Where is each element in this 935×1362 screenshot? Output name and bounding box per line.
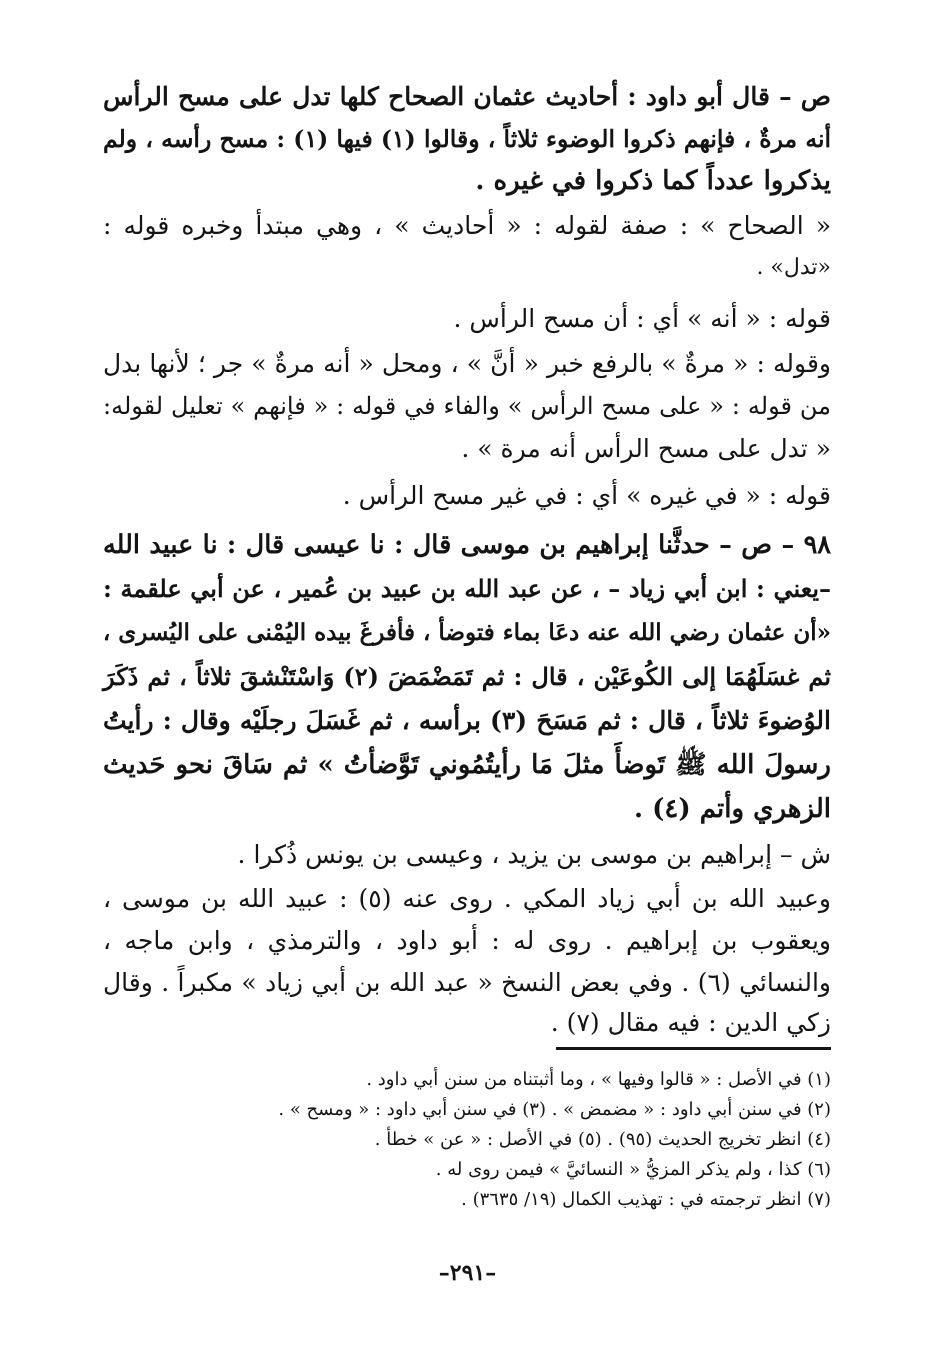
footnote-separator [556, 1047, 831, 1050]
footnote: (٢) في سنن أبي داود : « مضمض » . (٣) في سنن أبي داود : « ومسح » . [278, 1099, 831, 1120]
text-line: –يعني : ابن أبي زياد – ، عن عبد الله بن عبيد بن عُمير ، عن أبي علقمة : [103, 574, 831, 603]
text-line: من قوله : « على مسح الرأس » والفاء في قوله : « فإنهم » تعليل لقوله: [103, 392, 831, 420]
text-line: قوله : « أنه » أي : أن مسح الرأس . [453, 304, 831, 333]
text-line: وعبيد الله بن أبي زياد المكي . روى عنه (٥) : عبيد الله بن موسى ، [103, 884, 831, 913]
text-line: « تدل على مسح الرأس أنه مرة » . [461, 434, 831, 463]
footnote: (٦) كذا ، ولم يذكر المزيُّ « النسائيَّ » فيمن روى له . [435, 1159, 831, 1180]
text-line: « الصحاح » : صفة لقوله : « أحاديث » ، وهي مبتدأ وخبره قوله : [103, 211, 831, 240]
text-line: رسولَ الله ﷺ تَوضأَ مثلَ مَا رأيتُمُوني تَوَّضأتُ » ثم سَاقَ نحو حَديث [103, 750, 831, 780]
text-line: الوُضوءَ ثلاثاً ، قال : ثم مَسَحَ (٣) برأسه ، ثم غَسَلَ رجلَيْه وقال : رأيتُ [103, 706, 831, 735]
text-line: ص – قال أبو داود : أحاديث عثمان الصحاح كلها تدل على مسح الرأس [103, 82, 831, 111]
text-line: والنسائي (٦) . وفي بعض النسخ « عبد الله بن أبي زياد » مكبراً . وقال [103, 968, 831, 997]
text-line: «تدل» . [756, 255, 831, 280]
text-line: ش – إبراهيم بن موسى بن يزيد ، وعيسى بن يونس ذُكرا . [237, 840, 831, 869]
text-line: ثم غسَلَهُمَا إلى الكُوعَيْن ، قال : ثم تَمَضْمَضَ (٢) وَاسْتَنْشقَ ثلاثاً ، ثم ذَكَرَ [103, 662, 832, 691]
text-line: يذكروا عدداً كما ذكروا في غيره . [475, 166, 831, 196]
text-line: وقوله : « مرةٌ » بالرفع خبر « أنَّ » ، ومحل « أنه مرةٌ » جر ؛ لأنها بدل [103, 349, 831, 378]
text-line: ويعقوب بن إبراهيم . روى له : أبو داود ، والترمذي ، وابن ماجه ، [103, 926, 831, 955]
footnote: (١) في الأصل : « قالوا وفيها » ، وما أثبتناه من سنن أبي داود . [366, 1069, 831, 1090]
text-line: أنه مرةٌ ، فإنهم ذكروا الوضوء ثلاثاً ، وقالوا (١) فيها (١) : مسح رأسه ، ولم [103, 125, 832, 153]
footnote: (٤) انظر تخريج الحديث (٩٥) . (٥) في الأصل : « عن » خطأ . [374, 1129, 831, 1150]
text-line: «أن عثمان رضي الله عنه دعَا بماء فتوضأ ، فأفرغَ بيده اليُمْنى على اليُسرى ، [102, 619, 831, 646]
text-line: قوله : « في غيره » أي : في غير مسح الرأس . [342, 481, 831, 510]
text-line: الزهري وأتم (٤) . [634, 794, 831, 824]
page-number: –٢٩١– [438, 1260, 497, 1286]
text-line: ٩٨ – ص – حدثَّنا إبراهيم بن موسى قال : نا عيسى قال : نا عبيد الله [103, 530, 831, 560]
text-line: زكي الدين : فيه مقال (٧) . [550, 1008, 831, 1037]
footnote: (٧) انظر ترجمته في : تهذيب الكمال (١٩/ ٣٦٣٥) . [461, 1189, 831, 1210]
